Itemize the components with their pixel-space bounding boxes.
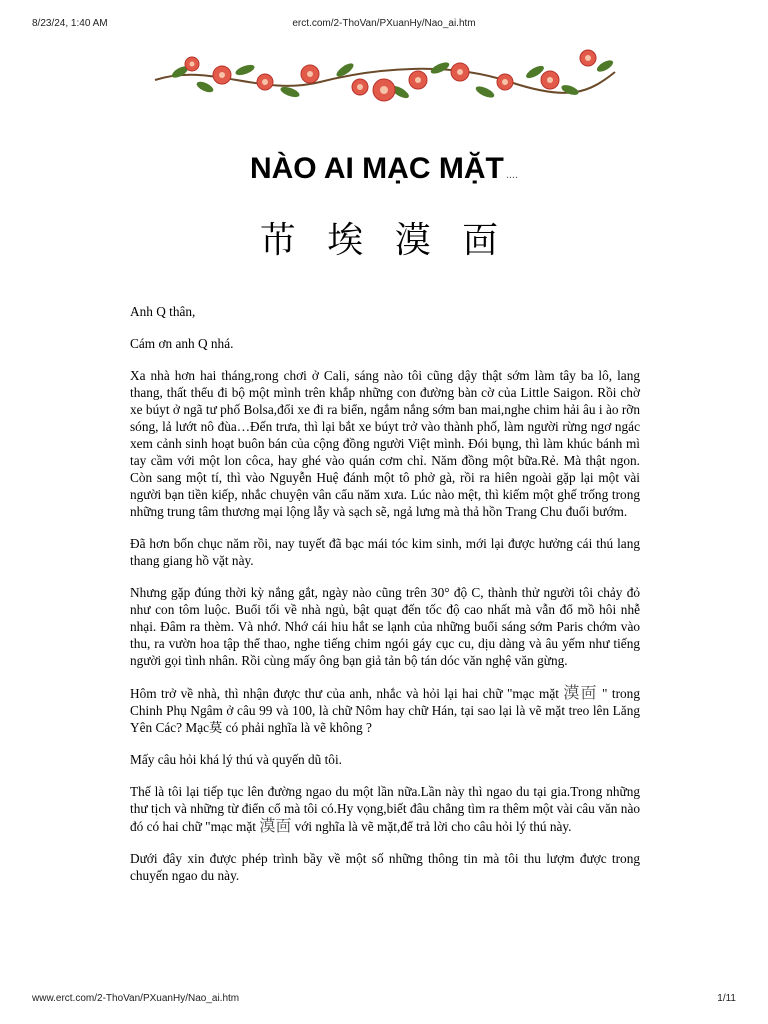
letter-body	[130, 303, 640, 899]
thanks-line: Cám ơn anh Q nhá.	[130, 336, 234, 351]
paragraph-1: Xa nhà hơn hai tháng,rong chơi ở Cali, sáng nào tôi cũng dậy thật sớm làm tây ba lô, lang thang, thất thểu đi bộ một mình trên khắp những con đường bàn cờ của Little Saigon. Rồi chờ xe búyt ở ngã tư phố Bolsa,đổi xe đi ra biển, ngắm nắng sớm ban mai,nghe chim hải âu i ào rỡn sóng, lả lướt nô đùa…Đến trưa, thì lại bắt xe búyt trở vào thành phố, làm người rừng ngơ ngác xem cảnh sinh hoạt buôn bán của cộng đồng người Việt mình. Đói bụng, thì làm khúc bánh mì tay cầm với một lon côca, hay ghé vào quán cơm chỉ. Năm đồng một bữa.Rẻ. Mà thật ngon. Còn sang một tí, thì vào Nguyễn Huệ đánh một tô phở gà, rồi ra hiên ngoài gặp lại một vài người bạn tiền kiếp, nhắc chuyện vân cẩu năm xưa. Lúc nào mệt, thì kiếm một ghế trống trong những trung tâm thương mại lộng lẫy và sạch sẽ, ngả lưng mà thả hồn Trang Chu đuổi bướm.	[130, 368, 640, 519]
paragraph-5: Mấy câu hỏi khá lý thú và quyến dũ tôi.	[130, 752, 342, 767]
title-hanzi: 芇 埃 漠 靣	[259, 220, 509, 261]
paragraph-6	[130, 783, 640, 835]
mac-character: 莫	[209, 720, 223, 735]
paragraph-2: Đã hơn bốn chục năm rồi, nay tuyết đã bạc mái tóc kim sinh, mới lại được hưởng cái thú lang thang giang hồ vặt này.	[130, 536, 640, 568]
paragraph-7: Dưới đây xin được phép trình bầy về một số những thông tin mà tôi thu lượm được trong chuyến ngao du này.	[130, 851, 640, 883]
p4-text-b: " trong Chinh Phụ Ngâm ở câu 99 và 100, là chữ Nôm hay chữ Hán, tại sao lại là vẽ mặt treo lên Lăng Yên Các? Mạc	[130, 686, 640, 735]
print-datetime: 8/23/24, 1:40 AM	[32, 18, 108, 29]
paragraph-4	[130, 684, 640, 736]
nom-characters: 漠靣	[259, 816, 292, 835]
print-url: erct.com/2-ThoVan/PXuanHy/Nao_ai.htm	[292, 18, 476, 29]
nom-characters: 漠靣	[563, 683, 598, 702]
title-text: NÀO AI MẠC MẶT	[249, 152, 504, 185]
p6-text-b: với nghĩa là vẽ mặt,để trả lời cho câu hỏi lý thú này.	[291, 819, 572, 834]
page-number: 1/11	[717, 993, 736, 1004]
flower-garland-icon	[150, 42, 620, 112]
page-title	[0, 152, 768, 186]
paragraph-3: Nhưng gặp đúng thời kỳ nắng gắt, ngày nào cũng trên 30° độ C, thành thử người tôi chảy đỏ như con tôm luộc. Buổi tối về nhà ngủ, bật quạt đến tốc độ cao nhất mà vẫn đổ mồ hôi nhễ nhại. Đâm ra thèm. Và nhớ. Nhớ cái hiu hắt se lạnh của những buổi sáng sớm Paris chớm vào thu, ra vườn hoa tập thể thao, nghe tiếng chim ngói gáy cục cu, dịu dàng và âu yếm như tiếng người gọi tình nhân. Rồi cùng mấy ông bạn giả tản bộ tán dóc văn nghệ văn gừng.	[130, 585, 640, 668]
greeting: Anh Q thân,	[130, 304, 196, 319]
p4-text-a: Hôm trở về nhà, thì nhận được thư của anh, nhắc và hỏi lại hai chữ "mạc mặt	[130, 686, 564, 701]
footer-url: www.erct.com/2-ThoVan/PXuanHy/Nao_ai.htm	[32, 993, 240, 1004]
p4-text-c: có phải nghĩa là vẽ không ?	[222, 720, 372, 735]
title-dots: ....	[505, 169, 519, 181]
p6-text-a: Thế là tôi lại tiếp tục lên đường ngao du một lần nữa.Lần này thì ngao du tại gia.Trong những thư tịch và những từ điển cổ mà tôi có.Hy vọng,biết đâu chẳng tìm ra thêm một vài câu văn nào đó có hai chữ "mạc mặt	[130, 784, 640, 834]
